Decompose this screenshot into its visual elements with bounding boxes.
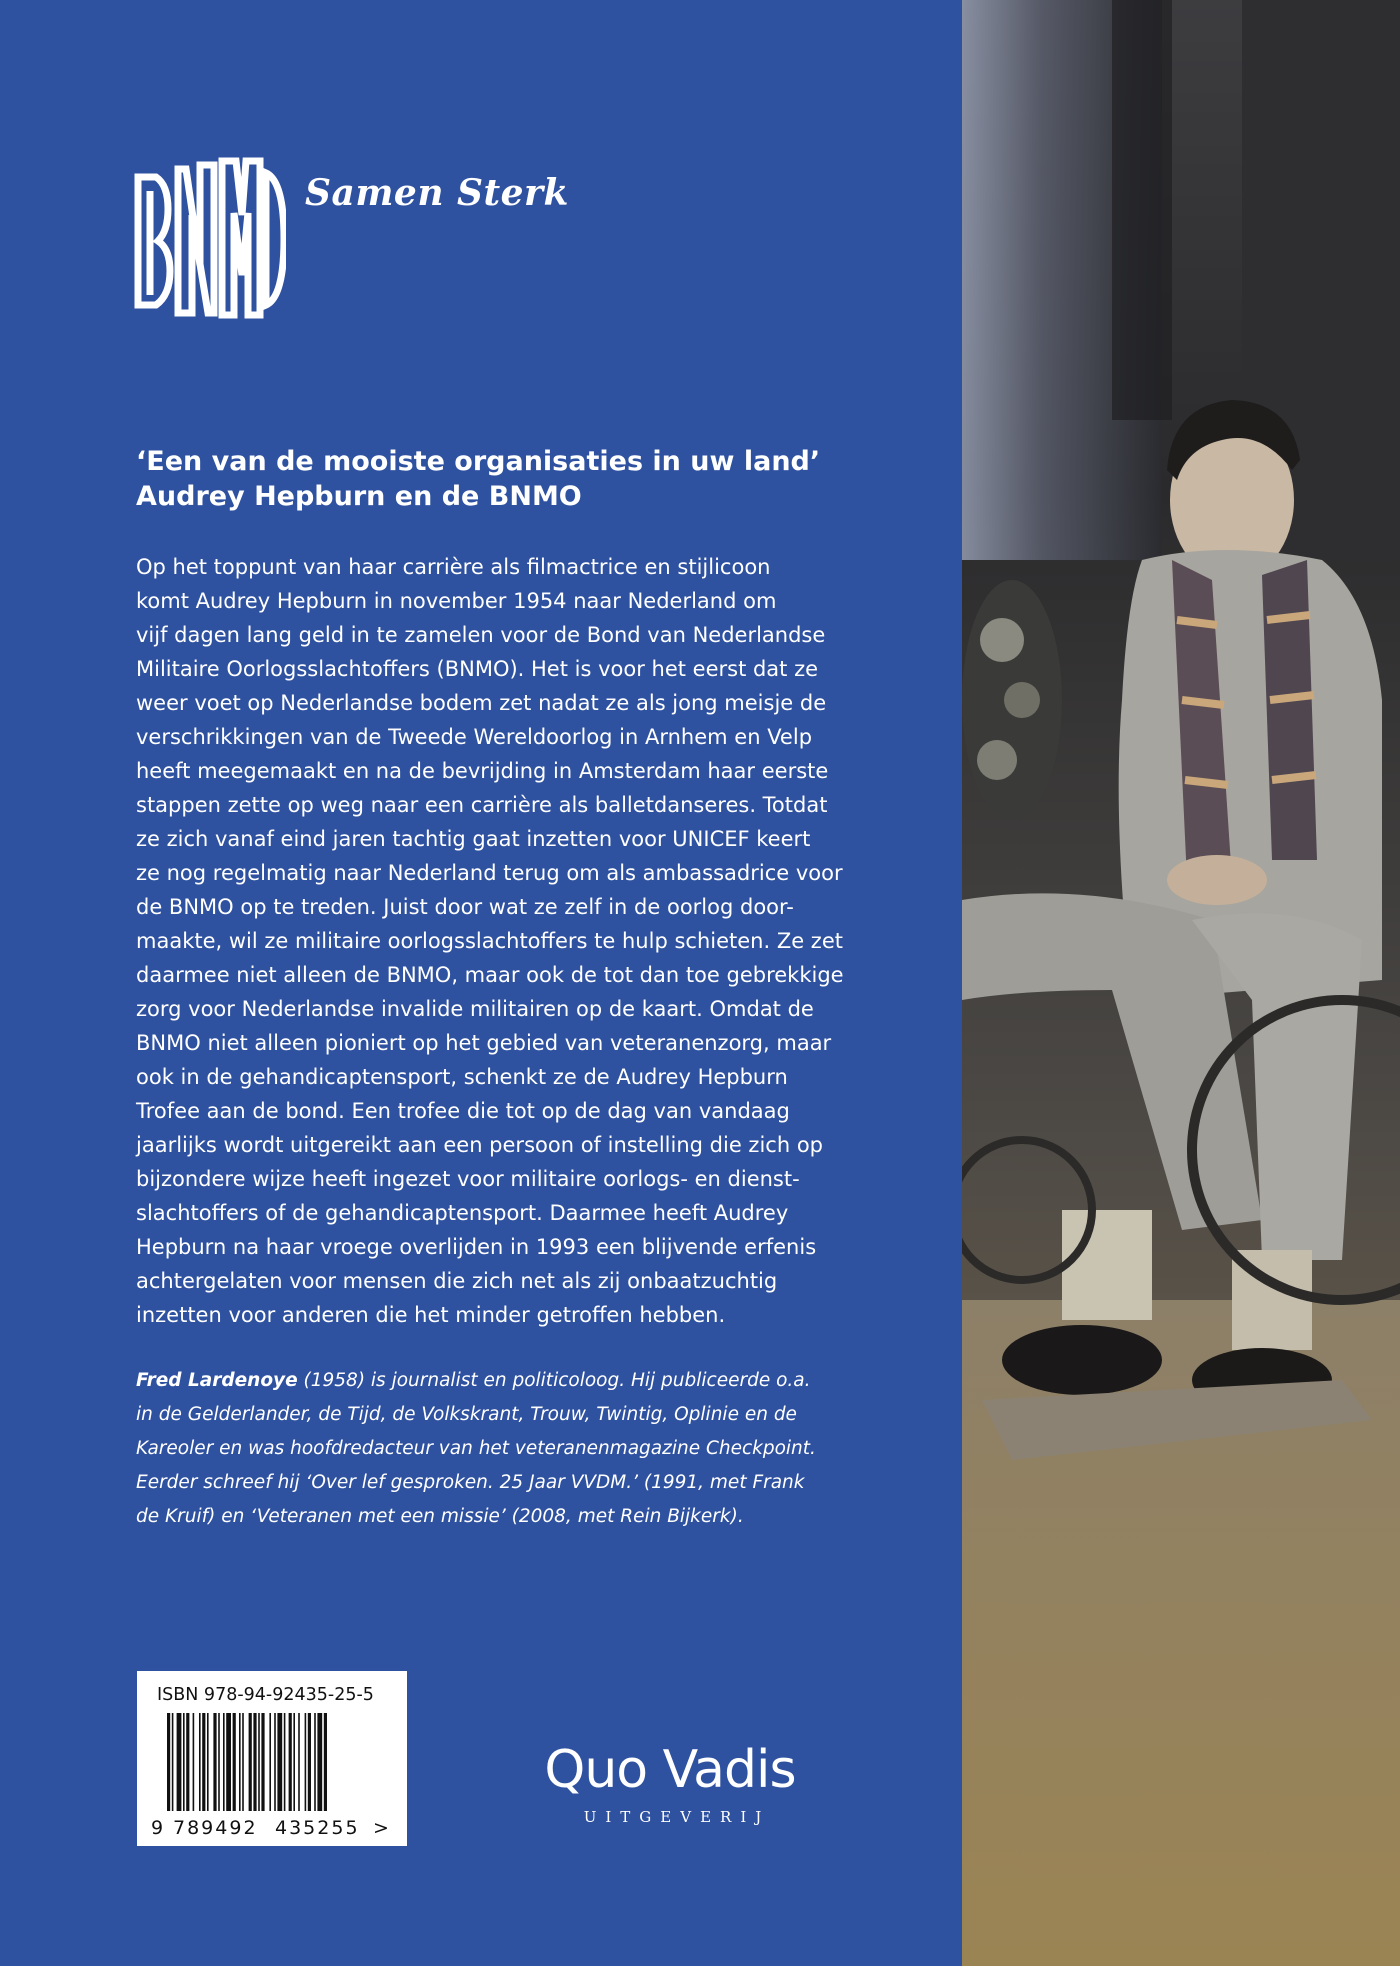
blurb-line: ook in de gehandicaptensport, schenkt ze de Audrey Hepburn xyxy=(136,1065,788,1089)
barcode-bar xyxy=(207,1713,209,1811)
brand-tagline: Samen Sterk xyxy=(305,172,569,214)
author-bio xyxy=(136,1364,836,1534)
author-name: Fred Lardenoye xyxy=(136,1370,298,1391)
bnmo-logo xyxy=(134,155,286,320)
headline-quote: ‘Een van de mooiste organisaties in uw land’ xyxy=(136,446,821,477)
blurb-line: vijf dagen lang geld in te zamelen voor de Bond van Nederlandse xyxy=(136,623,826,647)
blurb-line: ze nog regelmatig naar Nederland terug om als ambassadrice voor xyxy=(136,861,843,885)
barcode-bar xyxy=(314,1713,316,1811)
cover-photo xyxy=(962,0,1400,1966)
barcode-bar xyxy=(242,1713,244,1811)
barcode-bar xyxy=(253,1713,256,1811)
barcode-graphic xyxy=(151,1713,396,1838)
barcode-bar xyxy=(199,1713,201,1811)
barcode-bar xyxy=(183,1713,185,1811)
barcode-bar xyxy=(324,1713,327,1811)
bio-line: in de Gelderlander, de Tijd, de Volkskrant, Trouw, Twintig, Oplinie en de xyxy=(136,1404,797,1425)
barcode-digits-right: 435255 xyxy=(275,1817,360,1838)
bio-line: Kareoler en was hoofdredacteur van het veteranenmagazine Checkpoint. xyxy=(136,1438,816,1459)
barcode-bar xyxy=(223,1713,225,1811)
blurb-line: maakte, wil ze militaire oorlogsslachtoffers te hulp schieten. Ze zet xyxy=(136,929,843,953)
barcode-bar xyxy=(249,1713,252,1811)
barcode-bar xyxy=(186,1713,189,1811)
blurb-line: verschrikkingen van de Tweede Wereldoorlog in Arnhem en Velp xyxy=(136,725,813,749)
isbn-barcode xyxy=(137,1671,407,1846)
barcode-bar xyxy=(269,1713,271,1811)
blurb-line: Militaire Oorlogsslachtoffers (BNMO). Het is voor het eerst dat ze xyxy=(136,657,819,681)
blurb-line: bijzondere wijze heeft ingezet voor militaire oorlogs- en dienst- xyxy=(136,1167,800,1191)
blurb-line: jaarlijks wordt uitgereikt aan een persoon of instelling die zich op xyxy=(136,1133,823,1157)
barcode-bar xyxy=(213,1713,216,1811)
blurb-line: ze zich vanaf eind jaren tachtig gaat inzetten voor UNICEF keert xyxy=(136,827,811,851)
blurb-line: zorg voor Nederlandse invalide militairen op de kaart. Omdat de xyxy=(136,997,814,1021)
barcode-bar xyxy=(218,1713,220,1811)
blurb-line: Hepburn na haar vroege overlijden in 1993 een blijvende erfenis xyxy=(136,1235,817,1259)
barcode-bar xyxy=(284,1713,286,1811)
barcode-bar xyxy=(202,1713,205,1811)
barcode-bar xyxy=(274,1713,276,1811)
publisher-name: Quo Vadis xyxy=(544,1740,796,1800)
blurb-line: komt Audrey Hepburn in november 1954 naar Nederland om xyxy=(136,589,777,613)
barcode-bar xyxy=(172,1713,174,1811)
barcode-bar xyxy=(261,1713,264,1811)
barcode-bar xyxy=(258,1713,260,1811)
headline xyxy=(136,444,916,514)
barcode-bar xyxy=(226,1713,231,1811)
blurb-line: BNMO niet alleen pioniert op het gebied van veteranenzorg, maar xyxy=(136,1031,832,1055)
headline-subtitle: Audrey Hepburn en de BNMO xyxy=(136,481,582,512)
blurb-line: weer voet op Nederlandse bodem zet nadat ze als jong meisje de xyxy=(136,691,827,715)
barcode-digits-left: 789492 xyxy=(173,1817,258,1838)
barcode-bar xyxy=(308,1713,311,1811)
blurb-line: de BNMO op te treden. Juist door wat ze zelf in de oorlog door- xyxy=(136,895,794,919)
blurb-line: inzetten voor anderen die het minder getroffen hebben. xyxy=(136,1303,726,1327)
publisher-logo xyxy=(530,1740,810,1826)
blurb-line: Op het toppunt van haar carrière als filmactrice en stijlicoon xyxy=(136,555,771,579)
bio-line: de Kruif) en ‘Veteranen met een missie’ (2008, met Rein Bijkerk). xyxy=(136,1506,744,1527)
barcode-bar xyxy=(289,1713,292,1811)
blurb-line: slachtoffers of de gehandicaptensport. Daarmee heeft Audrey xyxy=(136,1201,789,1225)
barcode-bar xyxy=(239,1713,241,1811)
barcode-digit-first: 9 xyxy=(151,1817,164,1838)
blurb-line: stappen zette op weg naar een carrière als balletdanseres. Totdat xyxy=(136,793,828,817)
bio-line: Fred Lardenoye (1958) is journalist en politicoloog. Hij publiceerde o.a. xyxy=(136,1370,811,1391)
barcode-bar xyxy=(167,1713,170,1811)
isbn-label: ISBN 978-94-92435-25-5 xyxy=(157,1685,374,1705)
barcode-bar xyxy=(277,1713,282,1811)
barcode-bar xyxy=(193,1713,195,1811)
blurb-line: heeft meegemaakt en na de bevrijding in Amsterdam haar eerste xyxy=(136,759,829,783)
barcode-bar xyxy=(293,1713,295,1811)
barcode-bar xyxy=(177,1713,182,1811)
barcode-bar xyxy=(233,1713,236,1811)
barcode-bar xyxy=(298,1713,300,1811)
blurb-text xyxy=(136,550,844,1332)
publisher-sub: UITGEVERIJ xyxy=(583,1808,771,1826)
blurb-line: daarmee niet alleen de BNMO, maar ook de tot dan toe gebrekkige xyxy=(136,963,844,987)
blurb-line: Trofee aan de bond. Een trofee die tot op de dag van vandaag xyxy=(136,1099,790,1123)
barcode-bar xyxy=(317,1713,322,1811)
blurb-line: achtergelaten voor mensen die zich net als zij onbaatzuchtig xyxy=(136,1269,778,1293)
barcode-bar xyxy=(305,1713,307,1811)
barcode-end-mark: > xyxy=(373,1817,389,1838)
bio-line: Eerder schreef hij ‘Over lef gesproken. 25 Jaar VVDM.’ (1991, met Frank xyxy=(136,1472,805,1493)
